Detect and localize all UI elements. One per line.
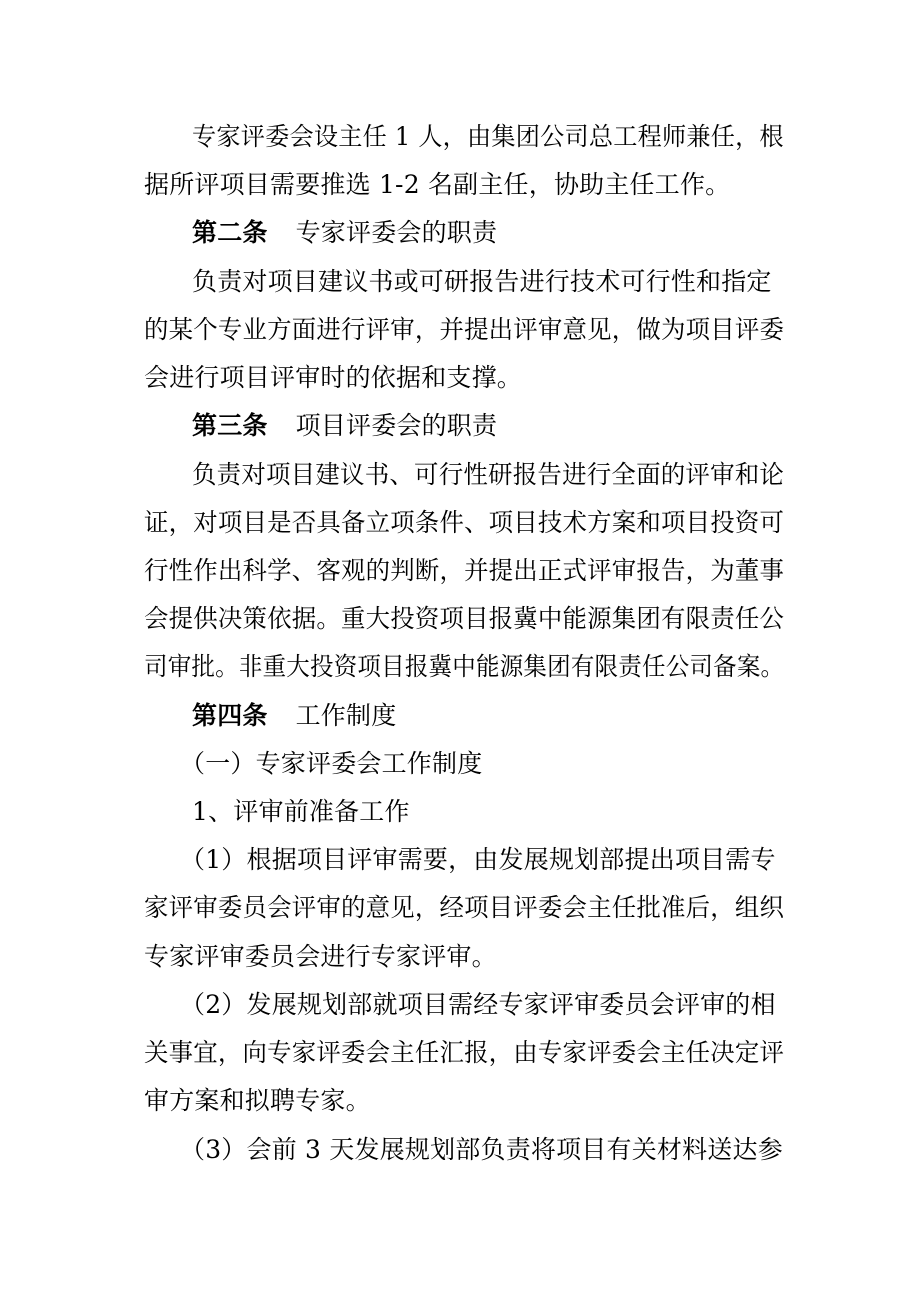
- paragraph-line: 据所评项目需要推选 1-2 名副主任，协助主任工作。: [144, 170, 731, 199]
- paragraph-line: 专家评委会设主任 1 人，由集团公司总工程师兼任，根: [192, 122, 784, 151]
- paragraph-line: 负责对项目建议书、可行性研报告进行全面的评审和论: [192, 460, 785, 489]
- paragraph-line: 行性作出科学、客观的判断，并提出正式评审报告，为董事: [144, 556, 785, 585]
- paragraph-line: （2）发展规划部就项目需经专家评审委员会评审的相: [180, 990, 776, 1019]
- paragraph-line: 审方案和拟聘专家。: [144, 1086, 371, 1115]
- subsection-heading: 1、评审前准备工作: [192, 797, 410, 826]
- paragraph-line: 会进行项目评审时的依据和支撑。: [144, 363, 523, 392]
- article-title: 专家评委会的职责: [295, 218, 498, 247]
- paragraph-line: 家评审委员会评审的意见，经项目评委会主任批准后，组织: [144, 893, 785, 922]
- paragraph-line: 司审批。非重大投资项目报冀中能源集团有限责任公司备案。: [144, 652, 785, 681]
- article-number: 第三条: [192, 411, 268, 440]
- article-number: 第四条: [192, 701, 268, 730]
- paragraph-line: 证，对项目是否具备立项条件、项目技术方案和项目投资可: [144, 508, 785, 537]
- article-title: 项目评委会的职责: [295, 411, 498, 440]
- article-heading-2: [192, 213, 784, 253]
- paragraph-line: （3）会前 3 天发展规划部负责将项目有关材料送达参: [180, 1135, 783, 1164]
- section-heading: （一）专家评委会工作制度: [180, 749, 483, 778]
- paragraph-line: （1）根据项目评审需要，由发展规划部提出项目需专: [180, 845, 776, 874]
- article-number: 第二条: [192, 218, 268, 247]
- paragraph-line: 的某个专业方面进行评审，并提出评审意见，做为项目评委: [144, 315, 785, 344]
- article-heading-3: [192, 406, 784, 446]
- article-heading-4: [192, 696, 784, 736]
- paragraph-line: 关事宜，向专家评委会主任汇报，由专家评委会主任决定评: [144, 1038, 785, 1067]
- paragraph-line: 负责对项目建议书或可研报告进行技术可行性和指定: [192, 267, 772, 296]
- paragraph-line: 会提供决策依据。重大投资项目报冀中能源集团有限责任公: [144, 604, 785, 633]
- article-title: 工作制度: [295, 701, 397, 730]
- paragraph-line: 专家评审委员会进行专家评审。: [144, 942, 497, 971]
